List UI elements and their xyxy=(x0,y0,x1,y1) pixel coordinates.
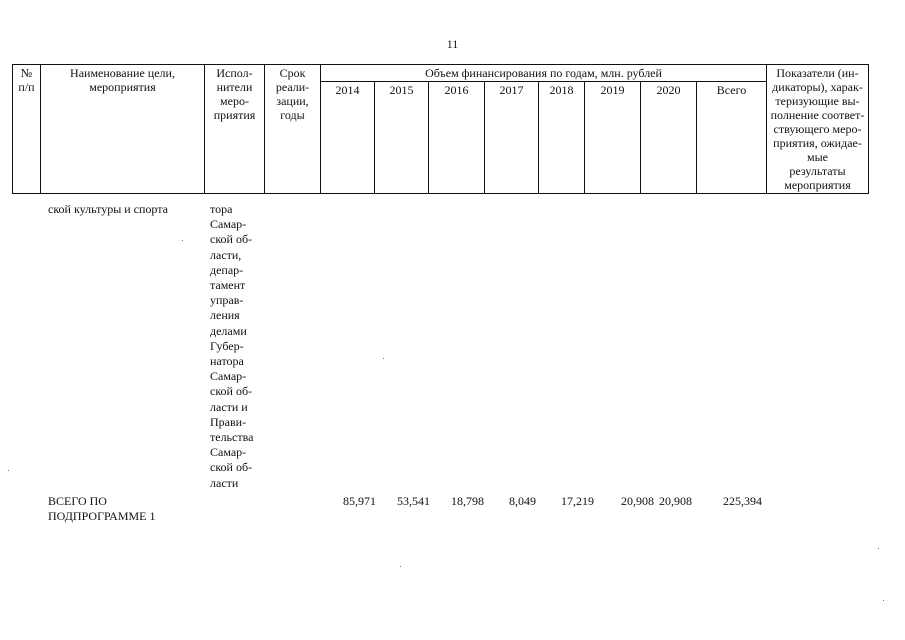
col-year-header: 2020 xyxy=(641,82,697,194)
col-num-header: № п/п xyxy=(13,65,41,194)
subprogram-total-label: ВСЕГО ПО ПОДПРОГРАММЕ 1 xyxy=(48,494,156,523)
activity-name-continuation: ской культуры и спорта xyxy=(48,202,168,216)
scan-speck xyxy=(400,566,401,567)
activity-executors-continuation: тора Самар- ской об- ласти, депар- тамент управ- ления делами Губер- натора Самар- ской об- ласти и Прави- тельства Самар- ской об- ласти xyxy=(210,202,254,490)
scan-speck xyxy=(182,240,183,241)
col-indicators-header: Показатели (ин- дикаторы), харак- теризующие вы- полнение соответ- ствующего меро- приятия, ожидае- мые результаты мероприятия xyxy=(767,65,869,194)
page-number: 11 xyxy=(446,37,459,51)
funding-table-header xyxy=(12,64,869,194)
total-value-2018: 17,219 xyxy=(561,494,594,508)
funding-group-header: Объем финансирования по годам, млн. рублей xyxy=(321,65,767,82)
total-value-2016: 18,798 xyxy=(451,494,484,508)
scan-speck xyxy=(883,600,884,601)
total-value-2019: 20,908 xyxy=(621,494,654,508)
col-year-header: 2017 xyxy=(485,82,539,194)
col-year-header: 2018 xyxy=(539,82,585,194)
total-value-2017: 8,049 xyxy=(509,494,536,508)
scan-speck xyxy=(878,548,879,549)
col-year-header: 2014 xyxy=(321,82,375,194)
col-total-header: Всего xyxy=(697,82,767,194)
scan-speck xyxy=(8,470,9,471)
col-executors-header: Испол- нители меро- приятия xyxy=(205,65,265,194)
col-term-header: Срок реали- зации, годы xyxy=(265,65,321,194)
scan-speck xyxy=(383,358,384,359)
col-year-header: 2019 xyxy=(585,82,641,194)
total-value-2014: 85,971 xyxy=(343,494,376,508)
total-value-2015: 53,541 xyxy=(397,494,430,508)
col-year-header: 2015 xyxy=(375,82,429,194)
total-value-2020: 20,908 xyxy=(659,494,692,508)
col-year-header: 2016 xyxy=(429,82,485,194)
total-value-all: 225,394 xyxy=(723,494,762,508)
col-name-header: Наименование цели, мероприятия xyxy=(41,65,205,194)
